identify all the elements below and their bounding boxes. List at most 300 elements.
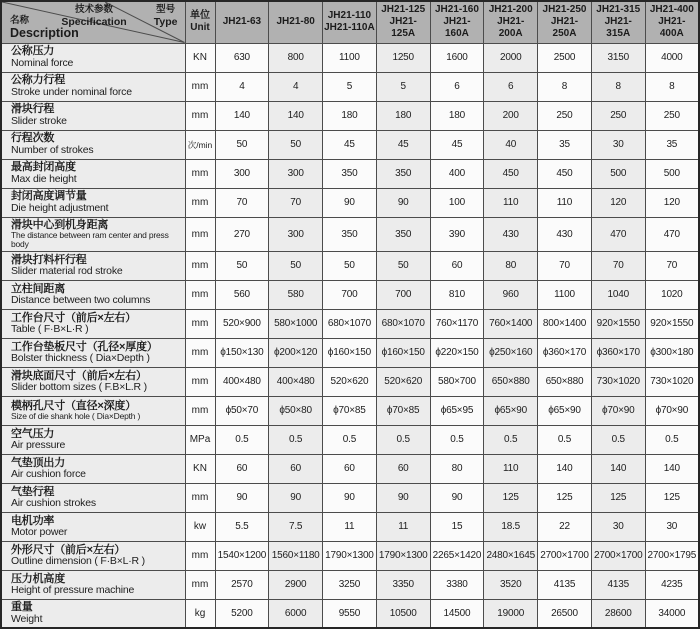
cell-jh21-400-row3: 35	[645, 130, 699, 159]
cell-jh21-250-row5: 110	[538, 188, 592, 217]
cell-jh21-250-row8: 1100	[538, 280, 592, 309]
spec-row-2	[1, 101, 699, 130]
cell-jh21-80-row1: 4	[269, 72, 323, 101]
cell-jh21-80-row19: 6000	[269, 599, 323, 628]
cell-jh21-110-row9: 680×1070	[323, 309, 377, 338]
type-en: Type	[153, 15, 178, 28]
cell-jh21-125-row2: 180	[376, 101, 430, 130]
cell-jh21-200-row7: 80	[484, 251, 538, 280]
row-label-en: Nominal force	[11, 57, 74, 70]
row-label-en: Motor power	[11, 526, 68, 539]
cell-jh21-250-row1: 8	[538, 72, 592, 101]
cell-jh21-110-row17: 1790×1300	[323, 541, 377, 570]
cell-jh21-110-row13: 0.5	[323, 425, 377, 454]
cell-jh21-200-row13: 0.5	[484, 425, 538, 454]
row-unit: mm	[185, 280, 215, 309]
cell-jh21-200-row6: 430	[484, 217, 538, 251]
spec-row-5	[1, 188, 699, 217]
cell-jh21-315-row8: 1040	[591, 280, 645, 309]
cell-jh21-110-row18: 3250	[323, 570, 377, 599]
row-label-zh: 气垫行程	[11, 485, 55, 498]
cell-jh21-400-row0: 4000	[645, 43, 699, 72]
cell-jh21-250-row14: 140	[538, 454, 592, 483]
row-label	[1, 309, 185, 338]
cell-jh21-200-row5: 110	[484, 188, 538, 217]
row-label	[1, 599, 185, 628]
cell-jh21-110-row1: 5	[323, 72, 377, 101]
row-label-en: Outline dimension ( F·B×L·R )	[11, 555, 145, 568]
spec-row-6	[1, 217, 699, 251]
cell-jh21-110-row6: 350	[323, 217, 377, 251]
cell-jh21-110-row14: 60	[323, 454, 377, 483]
cell-jh21-200-row10: ϕ250×160	[484, 338, 538, 367]
cell-jh21-200-row11: 650×880	[484, 367, 538, 396]
row-label-en: Size of die shank hole ( Dia×Depth )	[11, 411, 141, 422]
cell-jh21-63-row8: 560	[215, 280, 269, 309]
cell-jh21-160-row5: 100	[430, 188, 484, 217]
row-label-zh: 公称压力	[11, 45, 55, 58]
cell-jh21-315-row18: 4135	[591, 570, 645, 599]
row-label	[1, 280, 185, 309]
row-label	[1, 512, 185, 541]
cell-jh21-63-row5: 70	[215, 188, 269, 217]
cell-jh21-160-row2: 180	[430, 101, 484, 130]
row-label-zh: 压力机高度	[11, 572, 65, 585]
row-unit: mm	[185, 217, 215, 251]
cell-jh21-315-row5: 120	[591, 188, 645, 217]
row-label-zh: 滑块底面尺寸（前后×左右）	[11, 369, 147, 382]
row-unit: mm	[185, 396, 215, 425]
cell-jh21-160-row16: 15	[430, 512, 484, 541]
row-unit: mm	[185, 309, 215, 338]
row-label-zh: 外形尺寸（前后×左右）	[11, 543, 126, 556]
cell-jh21-250-row12: ϕ65×90	[538, 396, 592, 425]
cell-jh21-160-row3: 45	[430, 130, 484, 159]
cell-jh21-63-row2: 140	[215, 101, 269, 130]
cell-jh21-200-row1: 6	[484, 72, 538, 101]
cell-jh21-63-row11: 400×480	[215, 367, 269, 396]
row-label-en: Weight	[11, 613, 43, 626]
cell-jh21-80-row5: 70	[269, 188, 323, 217]
cell-jh21-400-row16: 30	[645, 512, 699, 541]
cell-jh21-63-row3: 50	[215, 130, 269, 159]
row-label-zh: 滑块中心到机身距离	[11, 218, 109, 231]
row-label-en: Table ( F·B×L·R )	[11, 323, 89, 336]
row-label	[1, 454, 185, 483]
spec-row-17	[1, 541, 699, 570]
cell-jh21-250-row19: 26500	[538, 599, 592, 628]
cell-jh21-63-row13: 0.5	[215, 425, 269, 454]
cell-jh21-110-row2: 180	[323, 101, 377, 130]
cell-jh21-125-row10: ϕ160×150	[376, 338, 430, 367]
row-label	[1, 367, 185, 396]
row-label	[1, 483, 185, 512]
cell-jh21-110-row5: 90	[323, 188, 377, 217]
cell-jh21-200-row9: 760×1400	[484, 309, 538, 338]
cell-jh21-80-row14: 60	[269, 454, 323, 483]
cell-jh21-160-row1: 6	[430, 72, 484, 101]
row-unit: mm	[185, 338, 215, 367]
cell-jh21-63-row18: 2570	[215, 570, 269, 599]
cell-jh21-63-row7: 50	[215, 251, 269, 280]
cell-jh21-80-row9: 580×1000	[269, 309, 323, 338]
spec-zh: 技术参数	[74, 4, 113, 15]
cell-jh21-63-row6: 270	[215, 217, 269, 251]
cell-jh21-400-row9: 920×1550	[645, 309, 699, 338]
spec-row-11	[1, 367, 699, 396]
cell-jh21-315-row1: 8	[591, 72, 645, 101]
cell-jh21-400-row15: 125	[645, 483, 699, 512]
row-unit: mm	[185, 101, 215, 130]
cell-jh21-250-row15: 125	[538, 483, 592, 512]
cell-jh21-80-row11: 400×480	[269, 367, 323, 396]
cell-jh21-63-row9: 520×900	[215, 309, 269, 338]
cell-jh21-63-row4: 300	[215, 159, 269, 188]
cell-jh21-80-row7: 50	[269, 251, 323, 280]
cell-jh21-63-row15: 90	[215, 483, 269, 512]
cell-jh21-80-row18: 2900	[269, 570, 323, 599]
cell-jh21-63-row19: 5200	[215, 599, 269, 628]
cell-jh21-80-row0: 800	[269, 43, 323, 72]
model-header-jh21-63: JH21-63	[215, 1, 269, 43]
spec-row-12	[1, 396, 699, 425]
cell-jh21-160-row19: 14500	[430, 599, 484, 628]
cell-jh21-110-row16: 11	[323, 512, 377, 541]
cell-jh21-80-row2: 140	[269, 101, 323, 130]
row-label	[1, 159, 185, 188]
cell-jh21-110-row12: ϕ70×85	[323, 396, 377, 425]
cell-jh21-125-row16: 11	[376, 512, 430, 541]
cell-jh21-125-row4: 350	[376, 159, 430, 188]
row-label-en: Distance between two columns	[11, 294, 151, 307]
row-label-en: Air pressure	[11, 439, 66, 452]
model-header-jh21-250: JH21-250 JH21-250A	[538, 1, 592, 43]
cell-jh21-160-row14: 80	[430, 454, 484, 483]
unit-header	[185, 1, 215, 43]
cell-jh21-200-row8: 960	[484, 280, 538, 309]
cell-jh21-250-row16: 22	[538, 512, 592, 541]
row-label	[1, 425, 185, 454]
cell-jh21-160-row9: 760×1170	[430, 309, 484, 338]
row-unit: KN	[185, 454, 215, 483]
spec-row-8	[1, 280, 699, 309]
cell-jh21-250-row0: 2500	[538, 43, 592, 72]
cell-jh21-160-row15: 90	[430, 483, 484, 512]
cell-jh21-315-row4: 500	[591, 159, 645, 188]
cell-jh21-200-row16: 18.5	[484, 512, 538, 541]
cell-jh21-160-row12: ϕ65×95	[430, 396, 484, 425]
spec-row-10	[1, 338, 699, 367]
cell-jh21-110-row11: 520×620	[323, 367, 377, 396]
cell-jh21-63-row17: 1540×1200	[215, 541, 269, 570]
cell-jh21-250-row7: 70	[538, 251, 592, 280]
row-label	[1, 188, 185, 217]
spec-row-1	[1, 72, 699, 101]
cell-jh21-160-row13: 0.5	[430, 425, 484, 454]
cell-jh21-250-row4: 450	[538, 159, 592, 188]
cell-jh21-63-row14: 60	[215, 454, 269, 483]
row-label-zh: 空气压力	[11, 427, 55, 440]
row-unit: mm	[185, 251, 215, 280]
row-label-zh: 行程次数	[11, 132, 55, 145]
cell-jh21-315-row6: 470	[591, 217, 645, 251]
cell-jh21-125-row5: 90	[376, 188, 430, 217]
row-unit: 次/min	[185, 130, 215, 159]
row-label-en: Slider stroke	[11, 115, 67, 128]
cell-jh21-63-row16: 5.5	[215, 512, 269, 541]
cell-jh21-250-row2: 250	[538, 101, 592, 130]
model-header-jh21-110: JH21-110 JH21-110A	[323, 1, 377, 43]
cell-jh21-315-row17: 2700×1700	[591, 541, 645, 570]
cell-jh21-160-row8: 810	[430, 280, 484, 309]
row-label-zh: 模柄孔尺寸（直径×深度）	[11, 399, 137, 412]
row-label-en: Stroke under nominal force	[11, 86, 132, 99]
cell-jh21-125-row0: 1250	[376, 43, 430, 72]
row-unit: MPa	[185, 425, 215, 454]
cell-jh21-125-row17: 1790×1300	[376, 541, 430, 570]
row-label	[1, 251, 185, 280]
cell-jh21-125-row12: ϕ70×85	[376, 396, 430, 425]
row-label-zh: 最高封闭高度	[11, 161, 76, 174]
cell-jh21-250-row13: 0.5	[538, 425, 592, 454]
row-label-zh: 滑块行程	[11, 103, 55, 116]
row-label-en: Slider material rod stroke	[11, 265, 123, 278]
row-label-en: Bolster thickness ( Dia×Depth )	[11, 352, 150, 365]
row-unit: mm	[185, 72, 215, 101]
model-header-jh21-160: JH21-160 JH21-160A	[430, 1, 484, 43]
cell-jh21-315-row10: ϕ360×170	[591, 338, 645, 367]
cell-jh21-160-row10: ϕ220×150	[430, 338, 484, 367]
cell-jh21-400-row18: 4235	[645, 570, 699, 599]
row-label-zh: 立柱间距离	[11, 282, 65, 295]
cell-jh21-110-row3: 45	[323, 130, 377, 159]
cell-jh21-250-row3: 35	[538, 130, 592, 159]
cell-jh21-400-row2: 250	[645, 101, 699, 130]
cell-jh21-63-row12: ϕ50×70	[215, 396, 269, 425]
cell-jh21-125-row7: 50	[376, 251, 430, 280]
cell-jh21-200-row4: 450	[484, 159, 538, 188]
cell-jh21-315-row14: 140	[591, 454, 645, 483]
name-zh: 名称	[10, 15, 30, 27]
row-label-zh: 气垫顶出力	[11, 456, 65, 469]
cell-jh21-125-row14: 60	[376, 454, 430, 483]
cell-jh21-80-row3: 50	[269, 130, 323, 159]
cell-jh21-200-row19: 19000	[484, 599, 538, 628]
row-label	[1, 217, 185, 251]
cell-jh21-80-row8: 580	[269, 280, 323, 309]
unit-zh: 单位	[190, 10, 210, 22]
cell-jh21-160-row4: 400	[430, 159, 484, 188]
row-label	[1, 72, 185, 101]
row-unit: mm	[185, 570, 215, 599]
cell-jh21-315-row11: 730×1020	[591, 367, 645, 396]
cell-jh21-315-row13: 0.5	[591, 425, 645, 454]
cell-jh21-250-row10: ϕ360×170	[538, 338, 592, 367]
spec-row-4	[1, 159, 699, 188]
cell-jh21-200-row2: 200	[484, 101, 538, 130]
cell-jh21-125-row13: 0.5	[376, 425, 430, 454]
spec-row-0	[1, 43, 699, 72]
cell-jh21-400-row19: 34000	[645, 599, 699, 628]
corner-description-label	[10, 16, 79, 40]
cell-jh21-315-row3: 30	[591, 130, 645, 159]
model-header-jh21-125: JH21-125 JH21-125A	[376, 1, 430, 43]
spec-row-9	[1, 309, 699, 338]
cell-jh21-110-row19: 9550	[323, 599, 377, 628]
cell-jh21-400-row17: 2700×1795	[645, 541, 699, 570]
header-row	[1, 1, 699, 43]
cell-jh21-315-row0: 3150	[591, 43, 645, 72]
row-unit: mm	[185, 483, 215, 512]
row-label-en: Die height adjustment	[11, 202, 109, 215]
model-header-jh21-315: JH21-315 JH21-315A	[591, 1, 645, 43]
cell-jh21-315-row9: 920×1550	[591, 309, 645, 338]
row-label	[1, 541, 185, 570]
spec-row-19	[1, 599, 699, 628]
row-label-en: Air cushion force	[11, 468, 86, 481]
cell-jh21-200-row3: 40	[484, 130, 538, 159]
cell-jh21-400-row7: 70	[645, 251, 699, 280]
cell-jh21-200-row15: 125	[484, 483, 538, 512]
cell-jh21-400-row4: 500	[645, 159, 699, 188]
cell-jh21-200-row0: 2000	[484, 43, 538, 72]
row-label-en: Number of strokes	[11, 144, 94, 157]
cell-jh21-80-row15: 90	[269, 483, 323, 512]
spec-en: Specification	[61, 15, 127, 28]
row-label-zh: 重量	[11, 601, 33, 614]
unit-en: Unit	[190, 22, 210, 34]
row-label	[1, 338, 185, 367]
cell-jh21-400-row6: 470	[645, 217, 699, 251]
model-header-jh21-80: JH21-80	[269, 1, 323, 43]
cell-jh21-400-row14: 140	[645, 454, 699, 483]
cell-jh21-110-row15: 90	[323, 483, 377, 512]
corner-header	[1, 1, 185, 43]
spec-row-7	[1, 251, 699, 280]
cell-jh21-200-row17: 2480×1645	[484, 541, 538, 570]
cell-jh21-400-row12: ϕ70×90	[645, 396, 699, 425]
cell-jh21-315-row2: 250	[591, 101, 645, 130]
cell-jh21-110-row0: 1100	[323, 43, 377, 72]
spec-table-body	[1, 43, 699, 628]
spec-row-15	[1, 483, 699, 512]
cell-jh21-400-row8: 1020	[645, 280, 699, 309]
cell-jh21-63-row10: ϕ150×130	[215, 338, 269, 367]
row-label-zh: 电机功率	[11, 514, 55, 527]
cell-jh21-400-row10: ϕ300×180	[645, 338, 699, 367]
cell-jh21-125-row18: 3350	[376, 570, 430, 599]
spec-row-14	[1, 454, 699, 483]
cell-jh21-400-row13: 0.5	[645, 425, 699, 454]
cell-jh21-80-row12: ϕ50×80	[269, 396, 323, 425]
row-label-en: Air cushion strokes	[11, 497, 96, 510]
cell-jh21-110-row8: 700	[323, 280, 377, 309]
cell-jh21-400-row5: 120	[645, 188, 699, 217]
row-label-zh: 工作台尺寸（前后×左右）	[11, 311, 137, 324]
cell-jh21-80-row16: 7.5	[269, 512, 323, 541]
cell-jh21-315-row12: ϕ70×90	[591, 396, 645, 425]
row-label	[1, 130, 185, 159]
cell-jh21-80-row6: 300	[269, 217, 323, 251]
cell-jh21-250-row18: 4135	[538, 570, 592, 599]
cell-jh21-125-row19: 10500	[376, 599, 430, 628]
row-unit: mm	[185, 541, 215, 570]
row-label-en: Slider bottom sizes ( F.B×L.R )	[11, 381, 147, 394]
corner-type-label	[154, 5, 178, 28]
cell-jh21-125-row1: 5	[376, 72, 430, 101]
row-label-zh: 封闭高度调节量	[11, 190, 87, 203]
row-label-zh: 滑块打料杆行程	[11, 253, 87, 266]
cell-jh21-125-row9: 680×1070	[376, 309, 430, 338]
spec-row-3	[1, 130, 699, 159]
cell-jh21-315-row16: 30	[591, 512, 645, 541]
cell-jh21-315-row15: 125	[591, 483, 645, 512]
row-label-en: The distance between ram center and press body	[11, 230, 169, 250]
cell-jh21-250-row17: 2700×1700	[538, 541, 592, 570]
cell-jh21-160-row7: 60	[430, 251, 484, 280]
type-zh: 型号	[156, 4, 176, 15]
row-label-zh: 工作台垫板尺寸（孔径×厚度）	[11, 340, 158, 353]
row-label	[1, 101, 185, 130]
cell-jh21-315-row7: 70	[591, 251, 645, 280]
row-unit: mm	[185, 159, 215, 188]
model-header-jh21-200: JH21-200 JH21-200A	[484, 1, 538, 43]
row-label	[1, 570, 185, 599]
row-label	[1, 396, 185, 425]
row-unit: mm	[185, 188, 215, 217]
row-unit: kw	[185, 512, 215, 541]
cell-jh21-200-row14: 110	[484, 454, 538, 483]
row-label-en: Max die height	[11, 173, 77, 186]
cell-jh21-125-row3: 45	[376, 130, 430, 159]
cell-jh21-125-row8: 700	[376, 280, 430, 309]
cell-jh21-200-row18: 3520	[484, 570, 538, 599]
cell-jh21-250-row6: 430	[538, 217, 592, 251]
cell-jh21-160-row11: 580×700	[430, 367, 484, 396]
cell-jh21-315-row19: 28600	[591, 599, 645, 628]
cell-jh21-160-row0: 1600	[430, 43, 484, 72]
row-label	[1, 43, 185, 72]
cell-jh21-160-row6: 390	[430, 217, 484, 251]
cell-jh21-250-row9: 800×1400	[538, 309, 592, 338]
name-en: Description	[10, 25, 79, 40]
model-header-jh21-400: JH21-400 JH21-400A	[645, 1, 699, 43]
cell-jh21-125-row11: 520×620	[376, 367, 430, 396]
spec-row-13	[1, 425, 699, 454]
row-unit: KN	[185, 43, 215, 72]
spec-row-18	[1, 570, 699, 599]
cell-jh21-63-row0: 630	[215, 43, 269, 72]
row-unit: kg	[185, 599, 215, 628]
cell-jh21-80-row17: 1560×1180	[269, 541, 323, 570]
cell-jh21-400-row1: 8	[645, 72, 699, 101]
cell-jh21-80-row13: 0.5	[269, 425, 323, 454]
spec-row-16	[1, 512, 699, 541]
cell-jh21-110-row10: ϕ160×150	[323, 338, 377, 367]
cell-jh21-80-row4: 300	[269, 159, 323, 188]
cell-jh21-110-row4: 350	[323, 159, 377, 188]
cell-jh21-110-row7: 50	[323, 251, 377, 280]
cell-jh21-80-row10: ϕ200×120	[269, 338, 323, 367]
cell-jh21-200-row12: ϕ65×90	[484, 396, 538, 425]
cell-jh21-160-row17: 2265×1420	[430, 541, 484, 570]
row-unit: mm	[185, 367, 215, 396]
cell-jh21-63-row1: 4	[215, 72, 269, 101]
row-label-zh: 公称力行程	[11, 74, 65, 87]
cell-jh21-125-row6: 350	[376, 217, 430, 251]
cell-jh21-160-row18: 3380	[430, 570, 484, 599]
cell-jh21-125-row15: 90	[376, 483, 430, 512]
